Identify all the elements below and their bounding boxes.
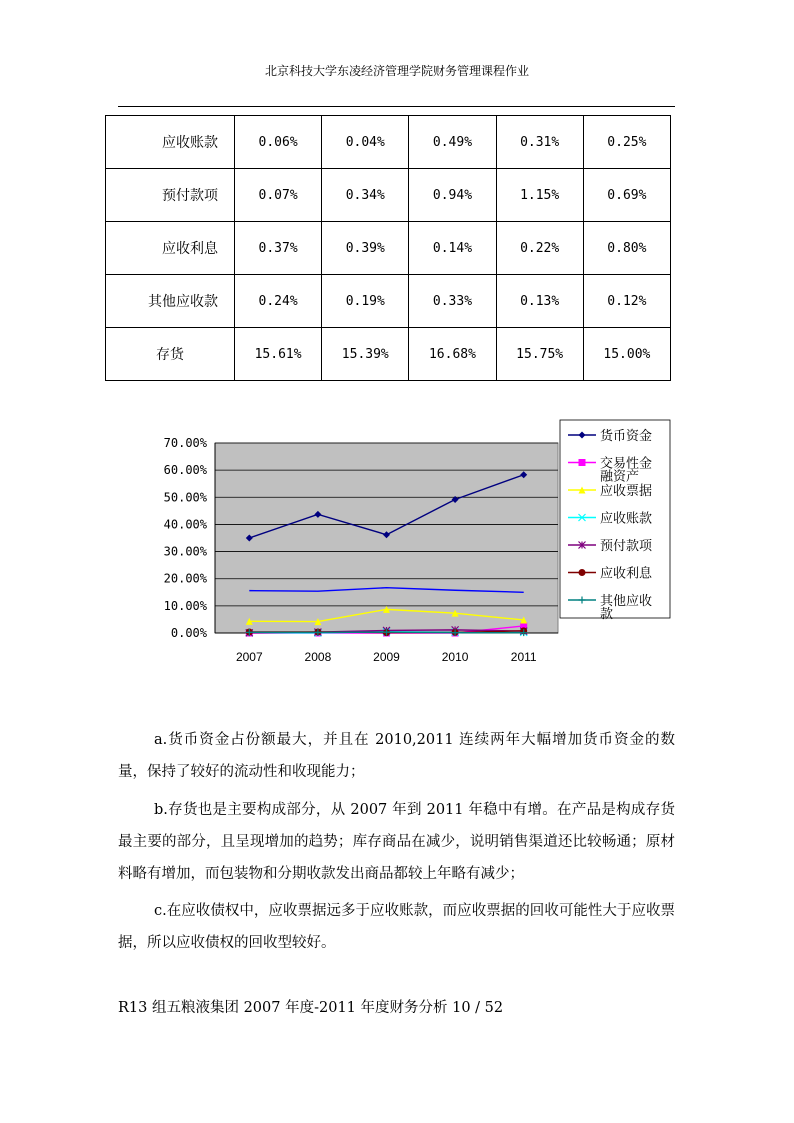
row-label: 应收账款 — [106, 116, 235, 169]
table-cell: 0.13% — [496, 275, 583, 328]
table-row — [106, 222, 671, 275]
table-cell: 0.24% — [235, 275, 322, 328]
table-cell: 0.39% — [322, 222, 409, 275]
table-cell: 0.94% — [409, 169, 496, 222]
table-row — [106, 116, 671, 169]
table-cell: 0.06% — [235, 116, 322, 169]
table-cell: 0.37% — [235, 222, 322, 275]
y-tick-label: 40.00% — [163, 517, 207, 532]
table-cell: 0.34% — [322, 169, 409, 222]
x-tick-label: 2011 — [510, 650, 537, 664]
table-cell: 0.12% — [583, 275, 670, 328]
paragraph-c: c.在应收债权中，应收票据远多于应收账款，而应收票据的回收可能性大于应收票据，所以应收债权的回收型较好。 — [118, 903, 675, 951]
legend-label: 交易性金融资产 — [600, 456, 653, 485]
page-header: 北京科技大学东凌经济管理学院财务管理课程作业 — [264, 64, 529, 78]
legend-marker — [579, 459, 586, 466]
row-label: 预付款项 — [106, 169, 235, 222]
row-label: 存货 — [106, 328, 235, 381]
page-footer: R13 组五粮液集团 2007 年度-2011 年度财务分析 10 / 52 — [118, 1000, 504, 1016]
table-cell: 0.80% — [583, 222, 670, 275]
y-tick-label: 60.00% — [163, 463, 207, 478]
y-tick-label: 0.00% — [170, 626, 207, 640]
legend-marker — [579, 569, 586, 576]
table-cell: 15.61% — [235, 328, 322, 381]
asset-composition-chart — [150, 418, 680, 678]
ratio-table — [105, 115, 671, 381]
table-cell: 0.14% — [409, 222, 496, 275]
table-cell: 0.69% — [583, 169, 670, 222]
table-cell: 0.33% — [409, 275, 496, 328]
y-tick-label: 50.00% — [163, 490, 207, 505]
y-tick-label: 20.00% — [163, 571, 207, 586]
legend-label: 其他应收款 — [600, 594, 653, 622]
y-tick-label: 30.00% — [163, 544, 207, 559]
header-rule — [118, 106, 675, 107]
table-cell: 15.39% — [322, 328, 409, 381]
table-cell: 0.25% — [583, 116, 670, 169]
paragraph-b: b.存货也是主要构成部分，从 2007 年到 2011 年稳中有增。在产品是构成存货最主要的部分，且呈现增加的趋势；库存商品在减少，说明销售渠道还比较畅通；原材料略有增加，而包装物和分期收款发出商品都较上年略有减少； — [118, 802, 675, 882]
row-label: 应收利息 — [106, 222, 235, 275]
x-tick-label: 2010 — [441, 650, 469, 664]
y-tick-label: 10.00% — [163, 598, 207, 613]
table-cell: 0.04% — [322, 116, 409, 169]
legend-label: 应收票据 — [600, 484, 653, 499]
table-cell: 16.68% — [409, 328, 496, 381]
table-cell: 0.31% — [496, 116, 583, 169]
table-cell: 0.22% — [496, 222, 583, 275]
table-cell: 15.75% — [496, 328, 583, 381]
paragraph-a: a.货币资金占份额最大，并且在 2010,2011 连续两年大幅增加货币资金的数量，保持了较好的流动性和收现能力； — [118, 732, 675, 780]
table-cell: 0.07% — [235, 169, 322, 222]
row-label: 其他应收款 — [106, 275, 235, 328]
table-row — [106, 169, 671, 222]
x-tick-label: 2007 — [235, 650, 263, 664]
legend-label: 货币资金 — [600, 429, 653, 444]
y-tick-label: 70.00% — [163, 436, 207, 450]
table-row — [106, 328, 671, 381]
legend-label: 预付款项 — [600, 539, 653, 554]
x-tick-label: 2009 — [373, 650, 400, 664]
table-row — [106, 275, 671, 328]
legend-label: 应收利息 — [600, 566, 653, 582]
table-cell: 15.00% — [583, 328, 670, 381]
legend-label: 应收账款 — [600, 511, 653, 527]
table-cell: 1.15% — [496, 169, 583, 222]
table-cell: 0.19% — [322, 275, 409, 328]
table-cell: 0.49% — [409, 116, 496, 169]
x-tick-label: 2008 — [304, 650, 332, 664]
